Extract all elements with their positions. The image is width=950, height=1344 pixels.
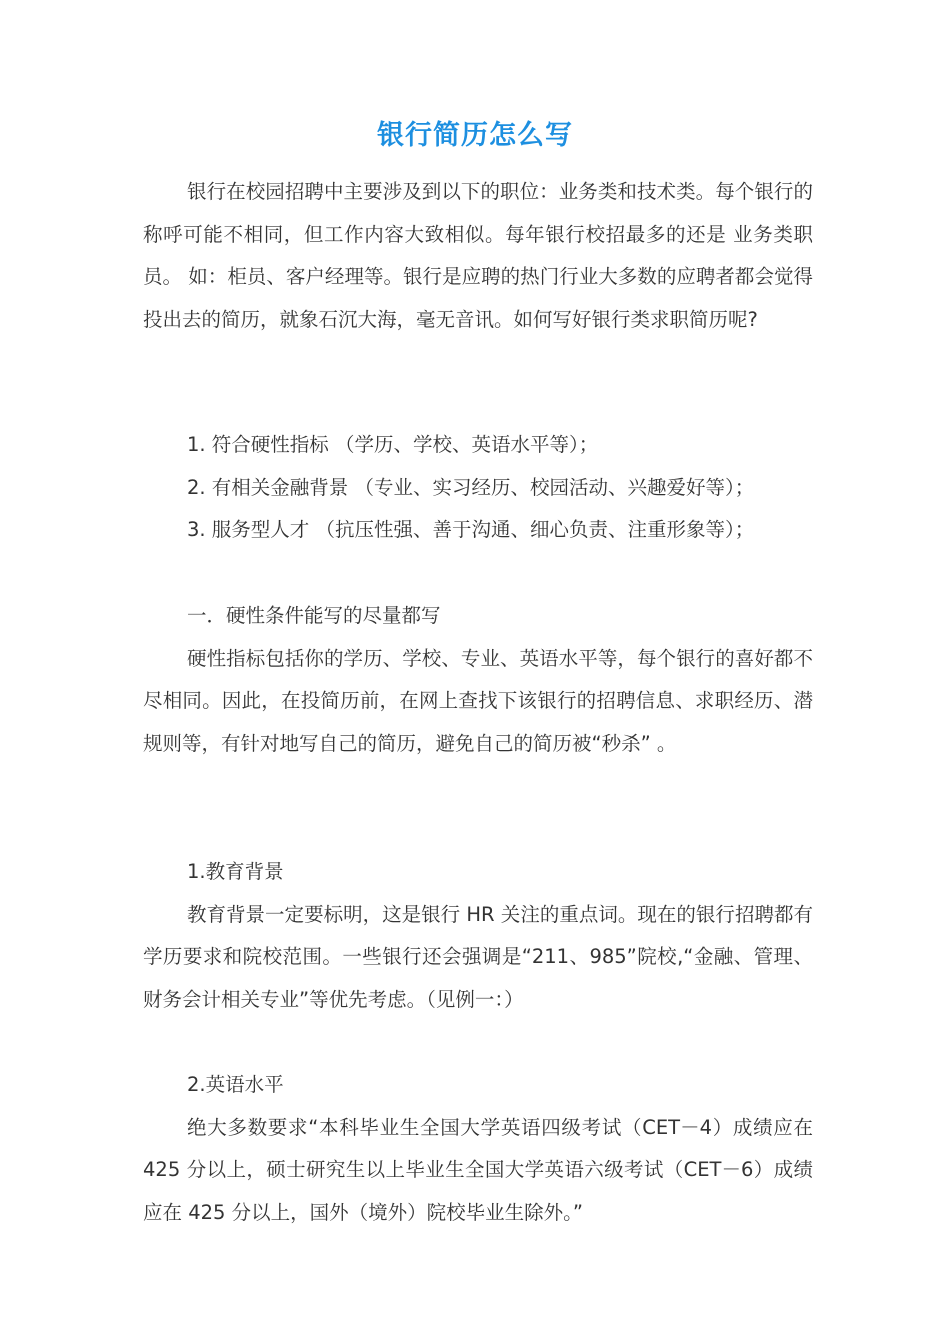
- section-hard-requirements: [143, 595, 813, 765]
- subsection-heading: 1.教育背景: [187, 860, 284, 883]
- criteria-item: 3. 服务型人才 （抗压性强、善于沟通、细心负责、注重形象等）；: [187, 518, 755, 542]
- subsection-heading: 2.英语水平: [187, 1073, 284, 1096]
- intro-paragraph: 银行在校园招聘中主要涉及到以下的职位：业务类和技术类。每个银行的称呼可能不相同，但工作内容大致相似。每年银行校招最多的还是 业务类职员。 如：柜员、客户经理等。银行是应聘的热门行业大多数的应聘者都会觉得投出去的简历，就象石沉大海，毫无音讯。如何写好银行类求职简历呢?: [143, 180, 813, 331]
- subsection-paragraph: 教育背景一定要标明，这是银行 HR 关注的重点词。现在的银行招聘都有学历要求和院校范围。一些银行还会强调是“211、985”院校,“金融、管理、财务会计相关专业”等优先考虑。（见例一：）: [143, 902, 813, 1011]
- criteria-item: 1. 符合硬性指标 （学历、学校、英语水平等）；: [187, 433, 599, 456]
- section-education: [143, 851, 813, 1021]
- intro-block: [143, 171, 813, 341]
- document-title: 银行简历怎么写: [377, 120, 573, 151]
- section-english: [143, 1064, 813, 1234]
- criteria-item: 2. 有相关金融背景 （专业、实习经历、校园活动、兴趣爱好等）；: [187, 475, 755, 499]
- section-heading: 一．硬性条件能写的尽量都写: [187, 604, 441, 627]
- subsection-paragraph: 绝大多数要求“本科毕业生全国大学英语四级考试（CET－4）成绩应在 425 分以上，硕士研究生以上毕业生全国大学英语六级考试（CET－6）成绩应在 425 分以上，国外（境外）院校毕业生除外。”: [143, 1115, 813, 1224]
- section-paragraph: 硬性指标包括你的学历、学校、专业、英语水平等，每个银行的喜好都不尽相同。因此，在投简历前，在网上查找下该银行的招聘信息、求职经历、潜规则等，有针对地写自己的简历，避免自己的简历被“秒杀” 。: [143, 646, 813, 755]
- criteria-list: [143, 424, 813, 552]
